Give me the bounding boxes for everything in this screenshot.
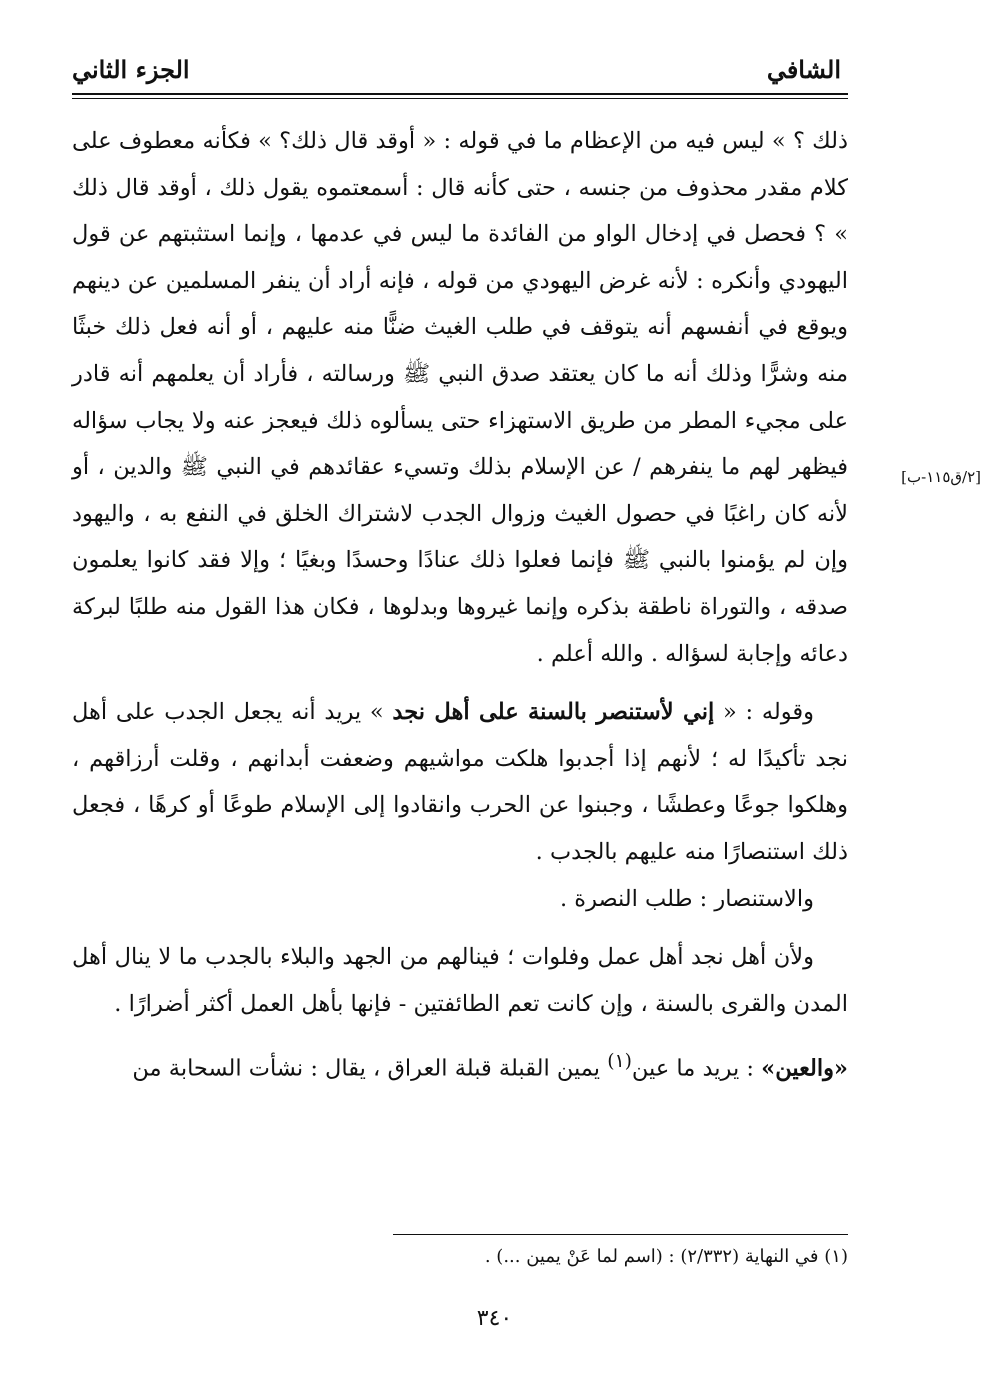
footnote-ref: (١) bbox=[607, 1051, 632, 1073]
footnote-rule bbox=[393, 1234, 848, 1235]
paragraph-5 bbox=[72, 1039, 848, 1092]
paragraph-2-lead: وقوله : « bbox=[714, 699, 815, 726]
paragraph-5-part2: يمين القبلة قبلة العراق ، يقال : نشأت السحابة من bbox=[132, 1055, 608, 1082]
paragraph-4: ولأن أهل نجد أهل عمل وفلوات ؛ فينالهم من الجهد والبلاء بالجدب ما لا ينال أهل المدن والقرى بالسنة ، وإن كانت تعم الطائفتين - فإنها بأهل العمل أكثر أضرارًا . bbox=[72, 944, 848, 1017]
footnote: (١) في النهاية (٢/٣٣٢) : (اسم لما عَنْ يمين ...) . bbox=[484, 1246, 848, 1267]
running-header-title: الشافي bbox=[766, 55, 841, 84]
manuscript-folio-note: [٢/ق١١٥-ب] bbox=[901, 468, 981, 486]
term-al-ain: «والعين» bbox=[761, 1055, 848, 1082]
running-header-volume: الجزء الثاني bbox=[72, 55, 190, 84]
paragraph-3: والاستنصار : طلب النصرة . bbox=[559, 885, 814, 912]
header-rule-thin bbox=[72, 98, 848, 99]
paragraph-2 bbox=[72, 689, 848, 875]
paragraph-1: ذلك ؟ » ليس فيه من الإعظام ما في قوله : « أوقد قال ذلك؟ » فكأنه معطوف على كلام مقدر محذوف من جنسه ، حتى كأنه قال : أسمعتموه يقول ذلك ، أوقد قال ذلك » ؟ فحصل في إدخال الواو من الفائدة ما ليس في عدمها ، وإنما استثبتهم عن قول اليهودي وأنكره : لأنه غرض اليهودي من قوله ، فإنه أراد أن ينفر المسلمين عن دينهم ويوقع في أنفسهم أنه يتوقف في طلب الغيث ضنًّا منه عليهم ، أو أنه فعل ذلك خبثًا منه وشرًّا وذلك أنه ما كان يعتقد صدق النبي ﷺ ورسالته ، فأراد أن يعلمهم أنه قادر على مجيء المطر من طريق الاستهزاء حتى يسألوه ذلك فيعجز عنه ولا يجاب سؤاله فيظهر لهم ما ينفرهم / عن الإسلام بذلك وتسيء عقائدهم في النبي ﷺ والدين ، أو لأنه كان راغبًا في حصول الغيث وزوال الجدب لاشتراك الخلق في النفع به ، واليهود وإن لم يؤمنوا بالنبي ﷺ فإنما فعلوا ذلك عنادًا وحسدًا وبغيًا ؛ وإلا فقد كانوا يعلمون صدقه ، والتوراة ناطقة بذكره وإنما غيروها وبدلوها ، فكان هذا القول منه طلبًا لبركة دعائه وإجابة لسؤاله . والله أعلم . bbox=[72, 128, 848, 667]
paragraph-2-rest: » يريد أنه يجعل الجدب على أهل نجد تأكيدًا له ؛ لأنهم إذا أجدبوا هلكت مواشيهم وضعفت أبدانهم ، وقلت أرزاقهم ، وهلكوا جوعًا وعطشًا ، وجبنوا عن الحرب وانقادوا إلى الإسلام طوعًا أو كرهًا ، فجعل ذلك استنصارًا منه عليهم بالجدب . bbox=[72, 699, 848, 865]
header-rule bbox=[72, 93, 848, 95]
page-number: ٣٤٠ bbox=[476, 1306, 513, 1331]
hadith-quote: إني لأستنصر بالسنة على أهل نجد bbox=[392, 699, 715, 726]
paragraph-5-part1: : يريد ما عين bbox=[631, 1055, 762, 1082]
main-text bbox=[72, 118, 848, 1092]
